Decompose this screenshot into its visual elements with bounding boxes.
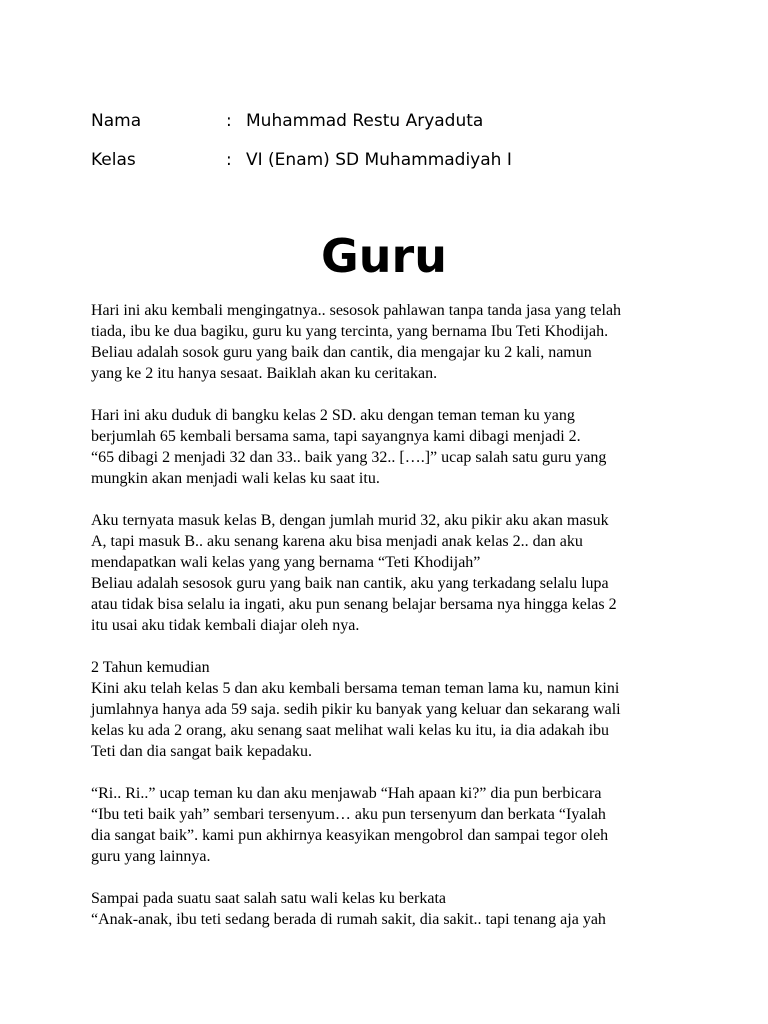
class-row (91, 147, 691, 186)
text-line: Sampai pada suatu saat salah satu wali kelas ku berkata (91, 890, 446, 907)
text-line: itu usai aku tidak kembali diajar oleh nya. (91, 617, 360, 634)
text-line: Hari ini aku kembali mengingatnya.. sesosok pahlawan tanpa tanda jasa yang telah (91, 302, 622, 319)
text-line: Aku ternyata masuk kelas B, dengan jumlah murid 32, aku pikir aku akan masuk (91, 512, 609, 529)
text-line: dia sangat baik”. kami pun akhirnya keasyikan mengobrol dan sampai tegor oleh (91, 827, 609, 844)
name-label: Nama (91, 111, 142, 131)
text-line: kelas ku ada 2 orang, aku senang saat melihat wali kelas ku itu, ia dia adakah ibu (91, 722, 610, 739)
paragraph (91, 888, 691, 930)
text-line: tiada, ibu ke dua bagiku, guru ku yang tercinta, yang bernama Ibu Teti Khodijah. (91, 323, 609, 340)
text-line: Hari ini aku duduk di bangku kelas 2 SD. aku dengan teman teman ku yang (91, 407, 575, 424)
text-line: “Anak-anak, ibu teti sedang berada di rumah sakit, dia sakit.. tapi tenang aja yah (91, 911, 606, 928)
page-title: Guru (321, 229, 447, 283)
text-line: Kini aku telah kelas 5 dan aku kembali bersama teman teman lama ku, namun kini (91, 680, 620, 697)
text-line: guru yang lainnya. (91, 848, 211, 865)
class-value: VI (Enam) SD Muhammadiyah I (246, 150, 512, 170)
text-line: mungkin akan menjadi wali kelas ku saat itu. (91, 470, 380, 487)
text-line: mendapatkan wali kelas yang yang bernama “Teti Khodijah” (91, 554, 481, 571)
text-line: “Ibu teti baik yah” sembari tersenyum… aku pun tersenyum dan berkata “Iyalah (91, 806, 606, 823)
text-line: A, tapi masuk B.. aku senang karena aku bisa menjadi anak kelas 2.. dan aku (91, 533, 583, 550)
name-row (91, 108, 691, 147)
paragraph (91, 510, 691, 636)
paragraph (91, 783, 691, 867)
text-line: Beliau adalah sesosok guru yang baik nan cantik, aku yang terkadang selalu lupa (91, 575, 609, 592)
class-label: Kelas (91, 150, 136, 170)
text-line: jumlahnya hanya ada 59 saja. sedih pikir ku banyak yang keluar dan sekarang wali (91, 701, 621, 718)
text-line: yang ke 2 itu hanya sesaat. Baiklah akan ku ceritakan. (91, 365, 438, 382)
name-colon: : (226, 111, 232, 131)
text-line: atau tidak bisa selalu ia ingati, aku pun senang belajar bersama nya hingga kelas 2 (91, 596, 617, 613)
text-line: Teti dan dia sangat baik kepadaku. (91, 743, 313, 760)
paragraph (91, 657, 691, 762)
class-colon: : (226, 150, 232, 170)
student-info (91, 108, 691, 186)
text-line: berjumlah 65 kembali bersama sama, tapi sayangnya kami dibagi menjadi 2. (91, 428, 581, 445)
paragraph (91, 300, 691, 384)
name-value: Muhammad Restu Aryaduta (246, 111, 484, 131)
text-line: 2 Tahun kemudian (91, 659, 210, 676)
story-body (91, 300, 691, 951)
text-line: Beliau adalah sosok guru yang baik dan cantik, dia mengajar ku 2 kali, namun (91, 344, 592, 361)
text-line: “Ri.. Ri..” ucap teman ku dan aku menjawab “Hah apaan ki?” dia pun berbicara (91, 785, 602, 802)
paragraph (91, 405, 691, 489)
text-line: “65 dibagi 2 menjadi 32 dan 33.. baik yang 32.. [….]” ucap salah satu guru yang (91, 449, 607, 466)
